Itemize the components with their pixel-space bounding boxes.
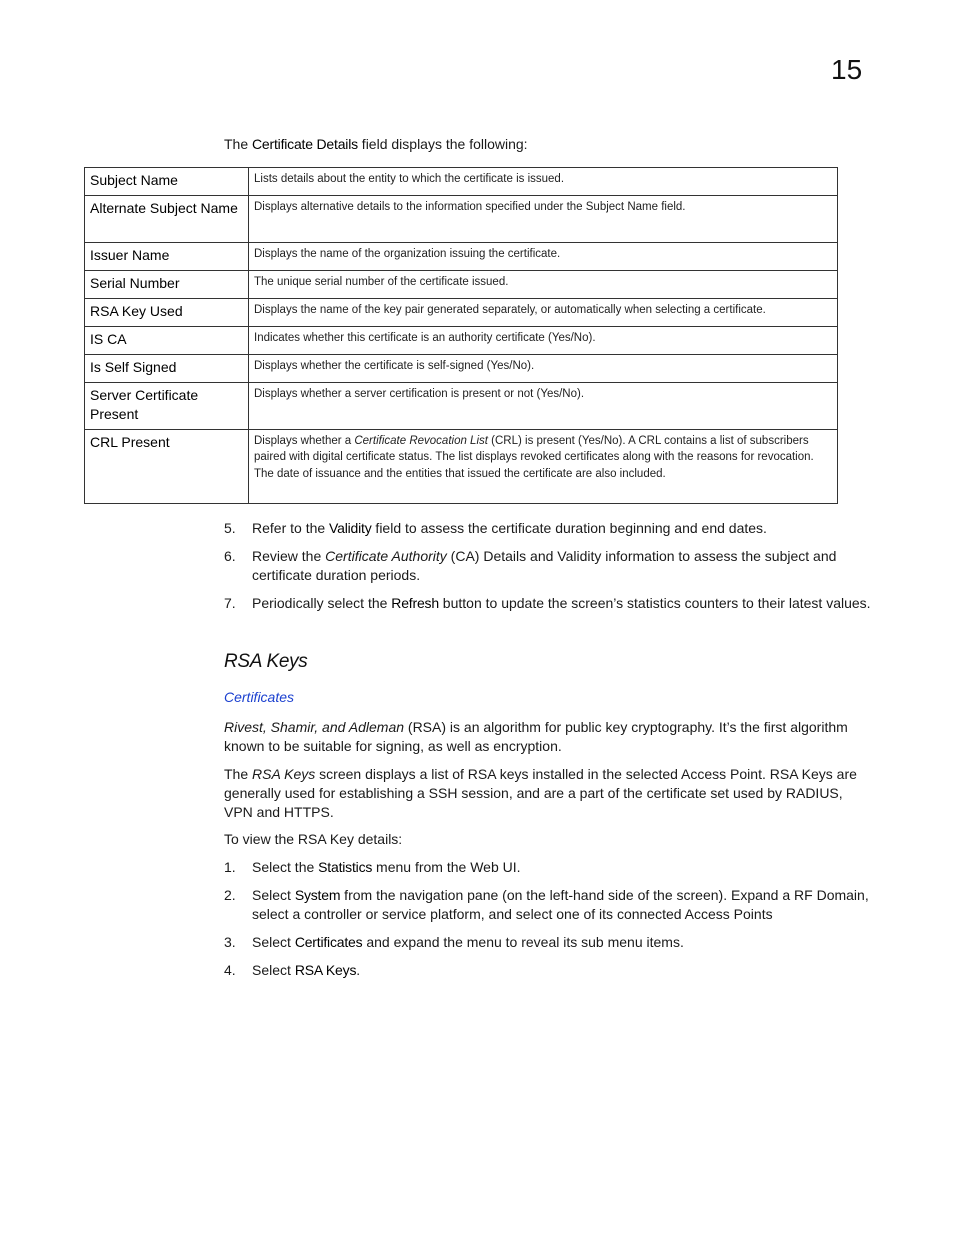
list-item: [224, 933, 874, 952]
step-term: Certificate Authority: [325, 548, 447, 564]
table-row: [85, 355, 838, 383]
steps-list-rsa: [224, 858, 874, 989]
step-text: Refer to the: [252, 520, 330, 536]
step-term: System: [294, 887, 341, 903]
section-heading: RSA Keys: [224, 651, 308, 672]
table-row: [85, 168, 838, 196]
intro-suffix: field displays the following:: [357, 136, 528, 152]
para-text: screen displays a list of RSA keys installed in the selected Access Point. RSA Keys are generally used for establishing a SSH session, and are a part of the certificate set used by RADIUS, VPN and HTTPS.: [224, 766, 857, 820]
step-text: Periodically select the: [252, 594, 392, 611]
table-row: [85, 271, 838, 299]
rsa-description: [224, 718, 874, 756]
step-text: (CA) Details and Validity information to assess the subject and certificate duration periods.: [252, 548, 837, 583]
term-cell: RSA Key Used: [85, 299, 249, 327]
step-text: Select: [252, 933, 295, 950]
table-row: [85, 196, 838, 243]
table-row: [85, 299, 838, 327]
list-item: [224, 547, 874, 584]
term-cell: CRL Present: [85, 430, 249, 504]
term-cell: Subject Name: [85, 168, 249, 196]
step-text: Select: [252, 961, 295, 978]
desc-suffix: (CRL) is present (Yes/No). A CRL contains a list of subscribers paired with digital certificate status. The list displays revoked certificates along with the reasons for revocation. The date of issuance and the entities that issued the certificate are also included.: [254, 435, 814, 480]
list-item: [224, 886, 874, 923]
step-term: RSA Keys: [294, 961, 357, 978]
term-cell: Server Certificate Present: [85, 383, 249, 430]
term-cell: Is Self Signed: [85, 355, 249, 383]
step-number: 4.: [224, 961, 236, 978]
step-text: menu from the Web UI.: [372, 859, 521, 875]
term-cell: IS CA: [85, 327, 249, 355]
step-text: Select: [252, 887, 295, 903]
desc-cell: Displays whether a server certification is present or not (Yes/No).: [249, 383, 838, 430]
step-text: field to assess the certificate duration beginning and end dates.: [371, 520, 767, 536]
desc-cell: Lists details about the entity to which the certificate is issued.: [249, 168, 838, 196]
certificates-link[interactable]: Certificates: [224, 689, 295, 705]
intro-prefix: The: [224, 136, 253, 152]
step-term: Refresh: [391, 594, 439, 611]
step-text: button to update the screen’s statistics counters to their latest values.: [438, 594, 871, 611]
list-item: [224, 961, 874, 980]
steps-list-continued: [224, 519, 874, 622]
step-number: 7.: [224, 594, 236, 611]
step-term: Statistics: [318, 859, 373, 875]
desc-cell: Displays whether the certificate is self-signed (Yes/No).: [249, 355, 838, 383]
table-row: [85, 383, 838, 430]
step-text: .: [356, 961, 361, 978]
desc-prefix: Displays whether a: [254, 435, 355, 447]
step-number: 1.: [224, 859, 236, 875]
para-italic: RSA Keys: [252, 766, 316, 782]
step-term: Certificates: [294, 933, 363, 950]
desc-cell: Displays alternative details to the information specified under the Subject Name field.: [249, 196, 838, 243]
list-item: [224, 594, 874, 613]
desc-cell: Displays the name of the key pair generated separately, or automatically when selecting a certificate.: [249, 299, 838, 327]
term-cell: Serial Number: [85, 271, 249, 299]
step-text: and expand the menu to reveal its sub menu items.: [362, 933, 684, 950]
table-intro: [224, 135, 528, 153]
term-cell: Issuer Name: [85, 243, 249, 271]
para-text: (RSA) is an algorithm for public key cryptography. It’s the first algorithm known to be suitable for signing, as well as encryption.: [224, 719, 848, 754]
rsa-keys-intro: To view the RSA Key details:: [224, 831, 403, 847]
step-text: from the navigation pane (on the left-hand side of the screen). Expand a RF Domain, select a controller or service platform, and select one of its connected Access Points: [252, 887, 869, 922]
term-cell: Alternate Subject Name: [85, 196, 249, 243]
intro-term: Certificate Details: [252, 136, 358, 152]
table-row: [85, 430, 838, 504]
desc-cell: Displays the name of the organization issuing the certificate.: [249, 243, 838, 271]
desc-cell: Indicates whether this certificate is an authority certificate (Yes/No).: [249, 327, 838, 355]
step-number: 3.: [224, 933, 236, 950]
para-text: The: [224, 766, 253, 782]
chapter-number: 15: [831, 54, 863, 85]
step-text: Review the: [252, 548, 326, 564]
table-row: [85, 327, 838, 355]
desc-italic-term: Certificate Revocation List: [354, 435, 488, 447]
step-number: 5.: [224, 520, 236, 536]
certificate-details-table: [84, 167, 838, 504]
step-text: Select the: [252, 859, 319, 875]
step-number: 2.: [224, 887, 236, 903]
list-item: [224, 519, 874, 538]
desc-cell: [249, 430, 838, 504]
step-number: 6.: [224, 548, 236, 564]
step-term: Validity: [329, 520, 372, 536]
rsa-keys-description: [224, 765, 874, 821]
desc-cell: The unique serial number of the certificate issued.: [249, 271, 838, 299]
list-item: [224, 858, 874, 877]
para-italic: Rivest, Shamir, and Adleman: [224, 719, 405, 735]
table-row: [85, 243, 838, 271]
